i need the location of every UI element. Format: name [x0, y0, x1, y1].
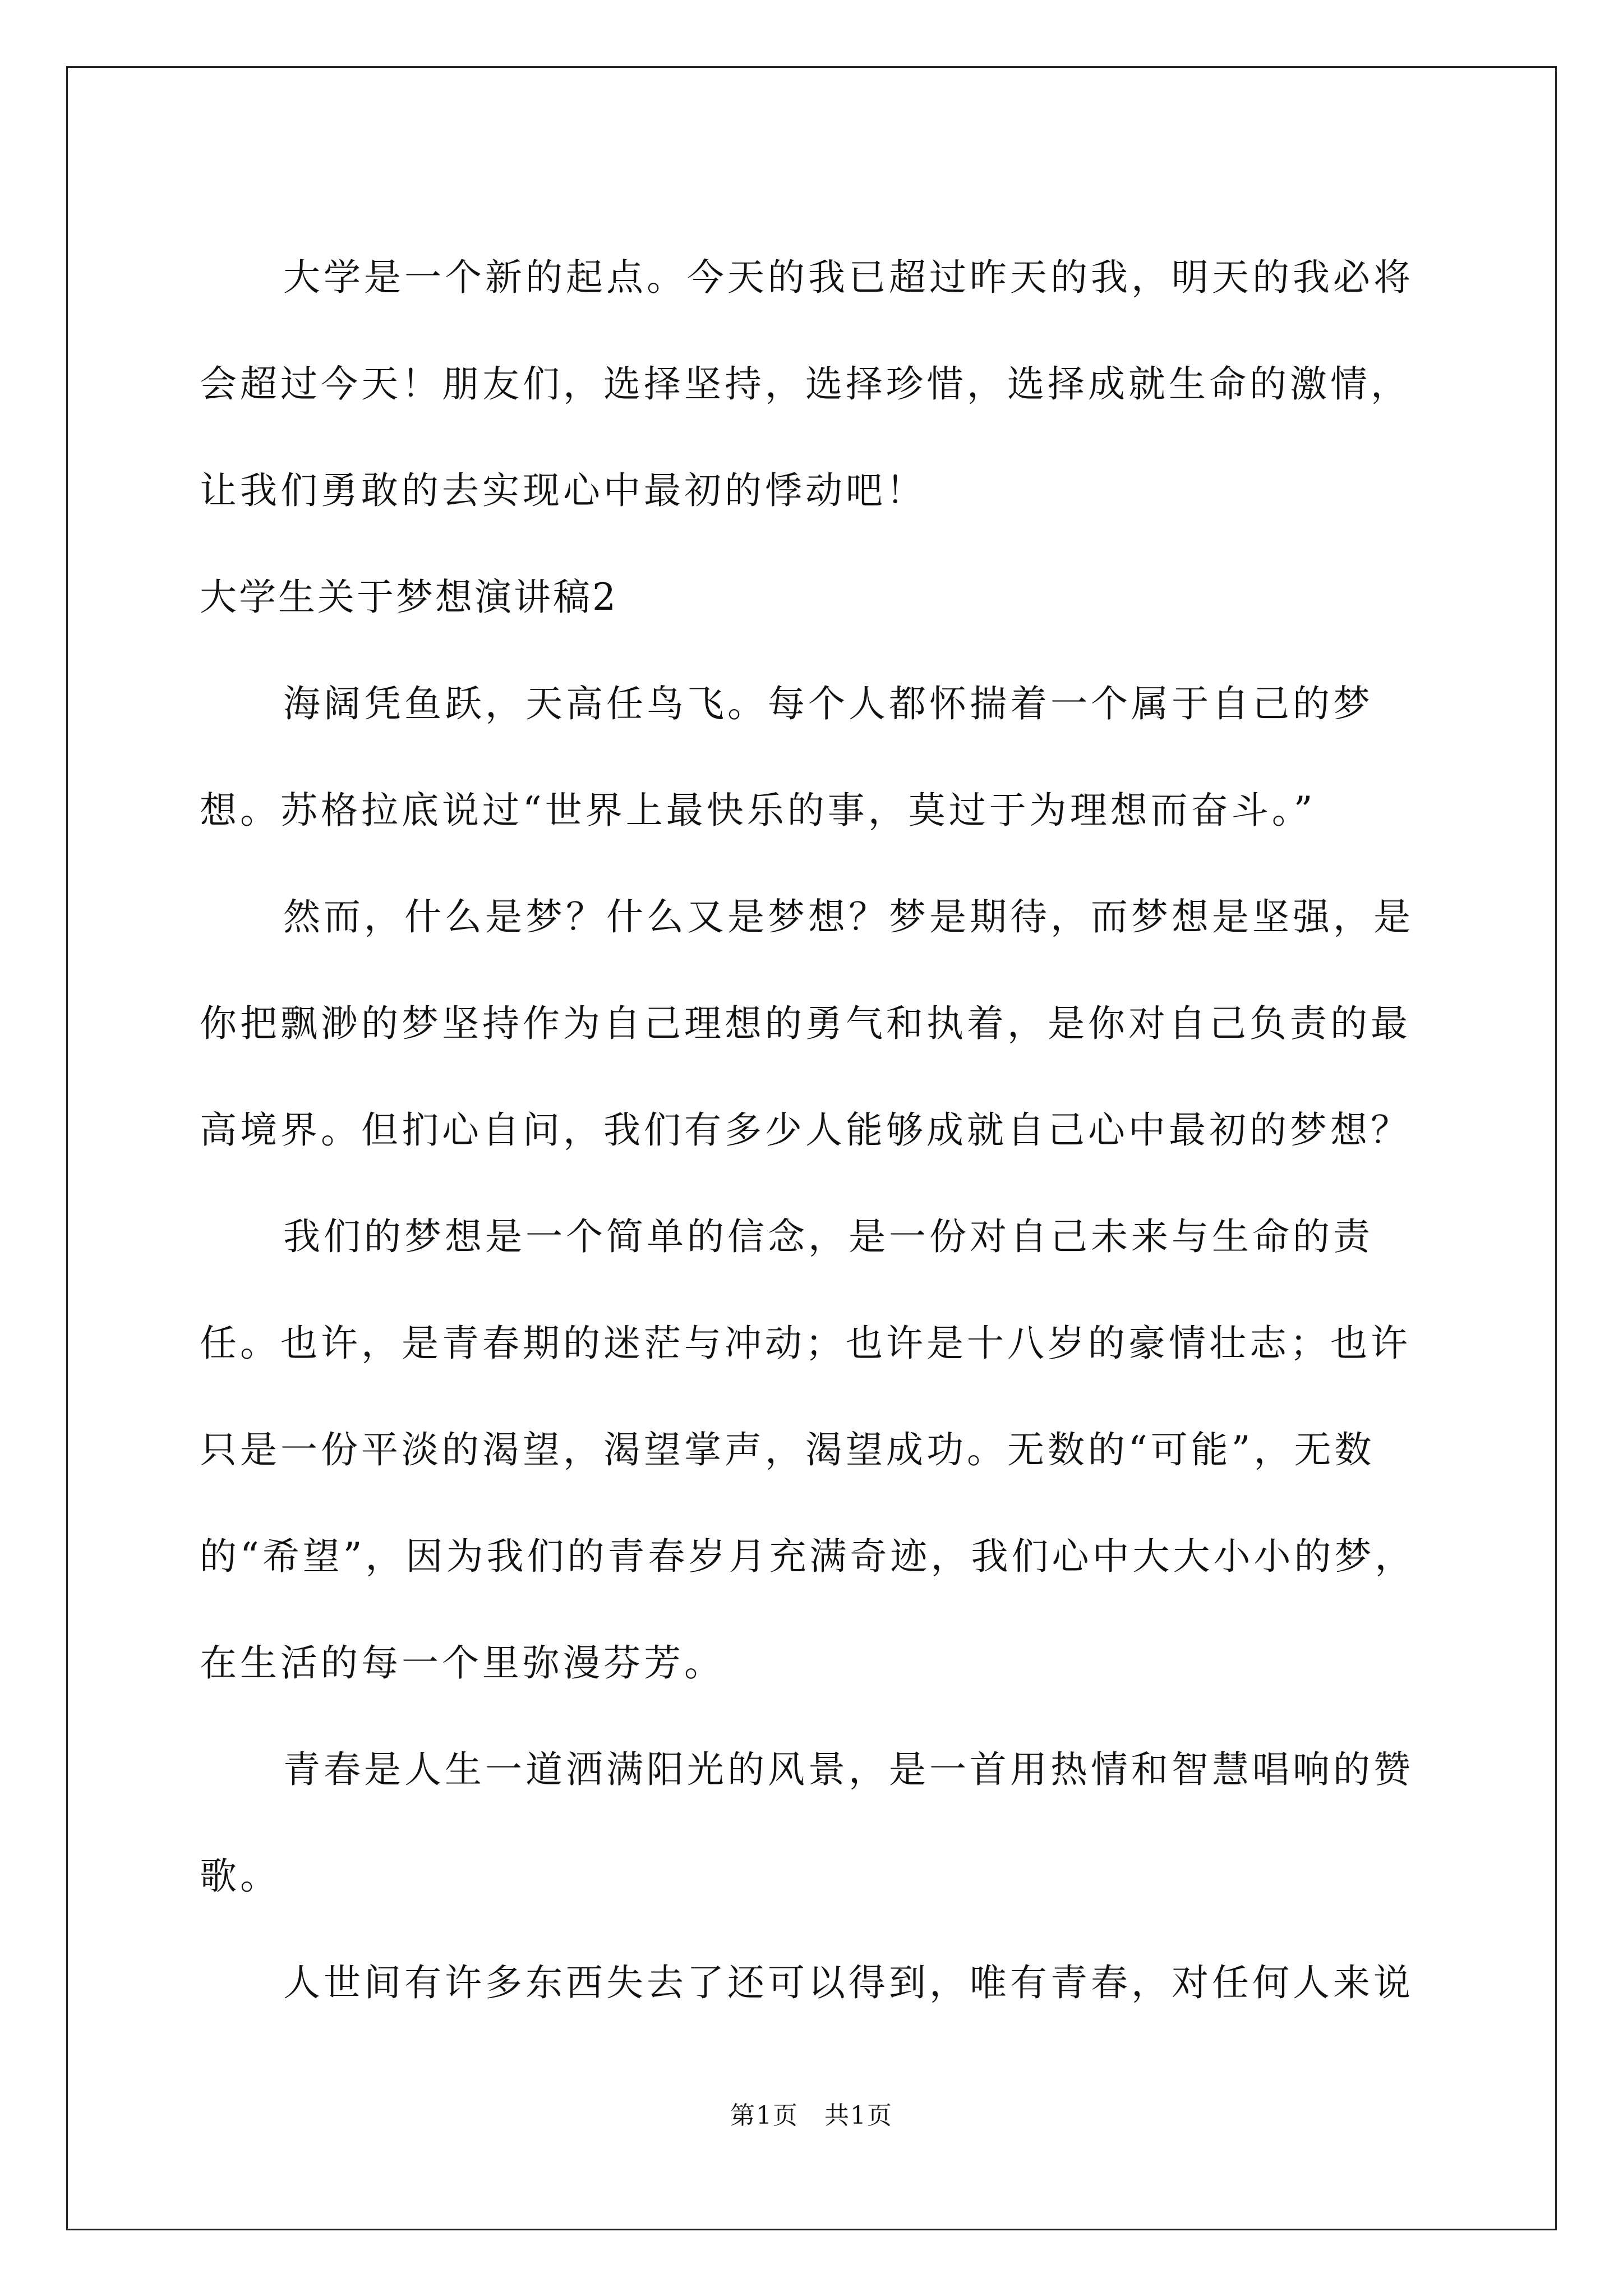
section-heading: 大学生关于梦想演讲稿2	[200, 576, 618, 619]
document-body	[200, 224, 1422, 2036]
paragraph-2: 然而，什么是梦？什么又是梦想？梦是期待，而梦想是坚强，是你把飘渺的梦坚持作为自己理想的勇气和执着，是你对自己负责的最高境界。但扪心自问，我们有多少人能够成就自己心中最初的梦想？	[200, 895, 1414, 1152]
paragraph-intro: 大学是一个新的起点。今天的我已超过昨天的我，明天的我必将会超过今天！朋友们，选择坚持，选择珍惜，选择成就生命的激情，让我们勇敢的去实现心中最初的悸动吧！	[200, 256, 1414, 512]
paragraph-4: 青春是人生一道洒满阳光的风景，是一首用热情和智慧唱响的赞歌。	[200, 1748, 1414, 1898]
page-number-footer: 第1页 共1页	[730, 2101, 893, 2130]
paragraph-1: 海阔凭鱼跃，天高任鸟飞。每个人都怀揣着一个属于自己的梦想。苏格拉底说过“世界上最快乐的事，莫过于为理想而奋斗。”	[200, 682, 1373, 832]
paragraph-5: 人世间有许多东西失去了还可以得到，唯有青春，对任何人来说	[283, 1961, 1414, 2004]
paragraph-3: 我们的梦想是一个简单的信念，是一份对自己未来与生命的责任。也许，是青春期的迷茫与冲动；也许是十八岁的豪情壮志；也许只是一份平淡的渴望，渴望掌声，渴望成功。无数的“可能”，无数的“希望”，因为我们的青春岁月充满奇迹，我们心中大大小小的梦，在生活的每一个里弥漫芬芳。	[200, 1215, 1415, 1685]
